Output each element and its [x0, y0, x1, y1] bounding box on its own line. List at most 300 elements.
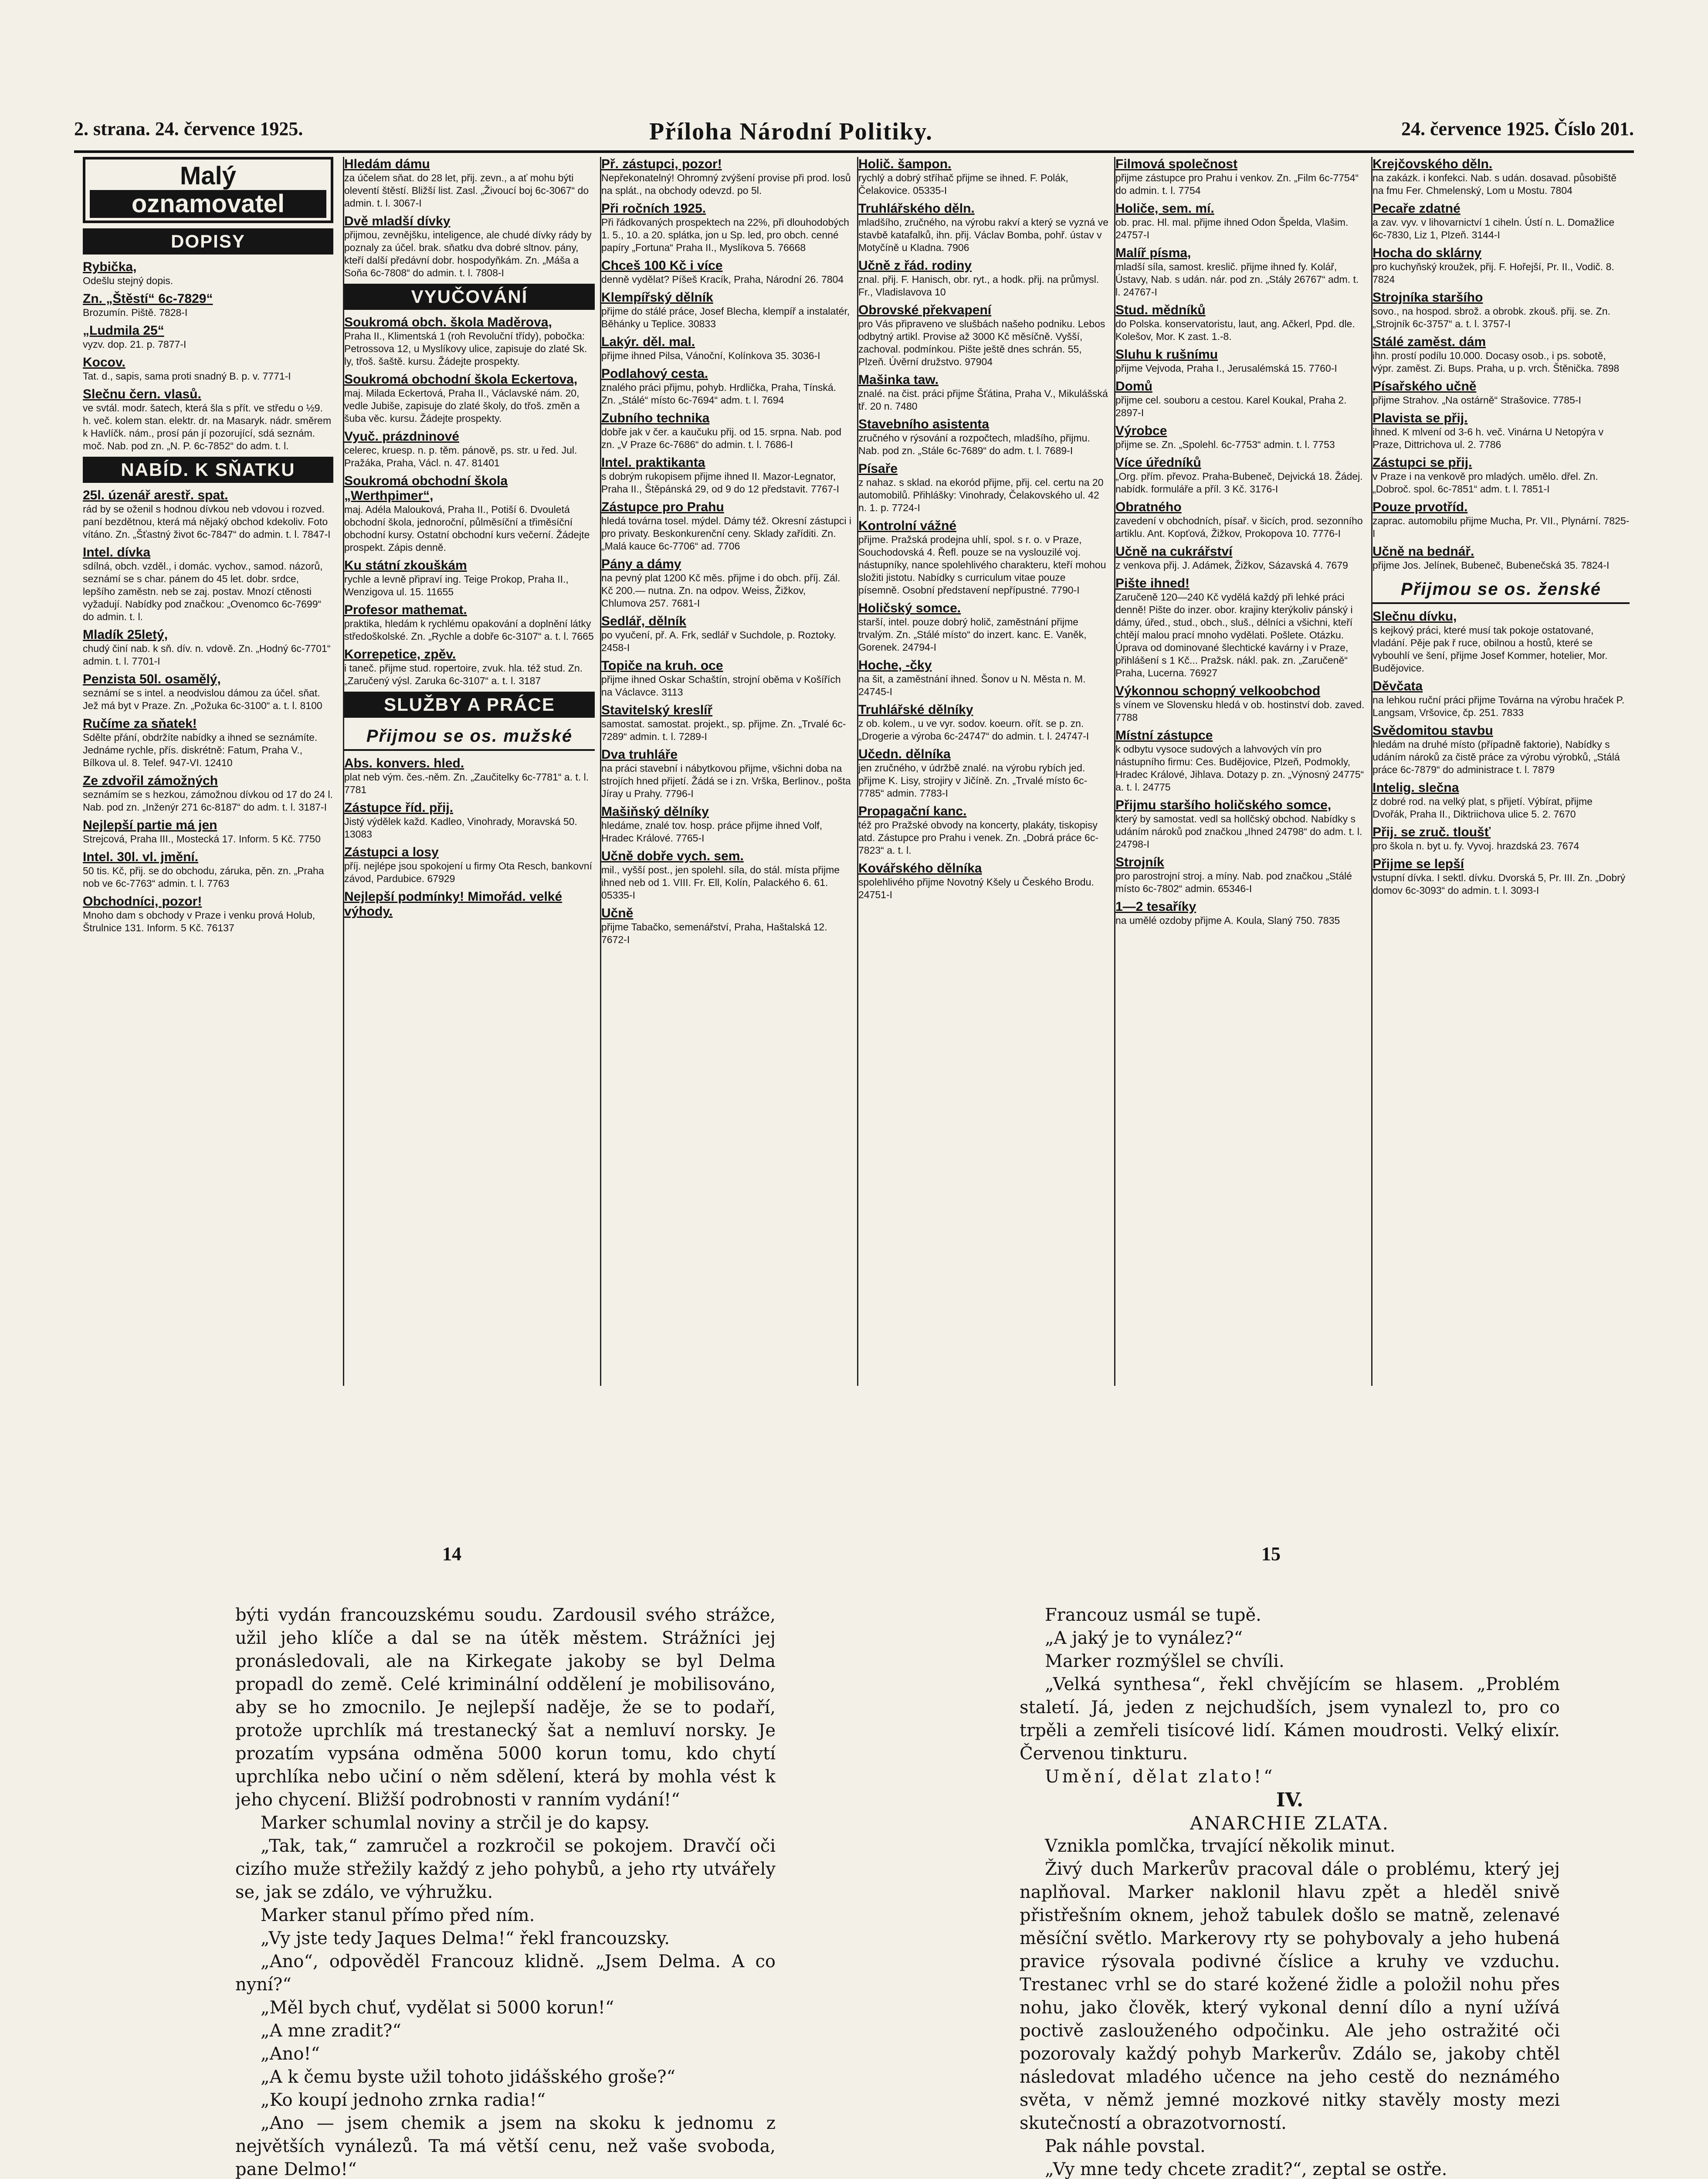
ad-body: dobře jak v čer. a kaučuku přij. od 15. srpna. Nab. pod zn. „V Praze 6c-7686“ do admin. t. l. 7686-I	[601, 426, 842, 450]
section-heading-dopisy: DOPISY	[83, 228, 333, 255]
ad-body: vyzv. dop. 21. p. 7877-I	[83, 339, 186, 350]
story-paragraph: „Ko koupí jednoho zrnka radia!“	[261, 2090, 546, 2110]
ads-column-1	[83, 157, 333, 1386]
header-date-right: 24. července 1925. Číslo 201.	[1401, 118, 1634, 139]
classified-ad	[83, 774, 333, 814]
classified-ad	[858, 373, 1109, 413]
story-paragraph: Francouz usmál se tupě.	[1045, 1605, 1261, 1625]
ad-body: a zav. vyv. v lihovarnictví 1 ciheln. Ústí n. L. Domažlice 6c-7830, Liz 1, Plzeň. 3144-I	[1372, 217, 1615, 241]
ad-body: na lehkou ruční práci přijme Továrna na výrobu hraček P. Langsam, Vršovice, čp. 251. 7833	[1372, 694, 1625, 718]
classified-ad	[601, 557, 852, 610]
ad-title: Malíř písma,	[1115, 246, 1191, 260]
ad-body: přijme Vejvoda, Praha I., Jerusalémská 15. 7760-I	[1115, 363, 1337, 374]
section-heading-prijmou-zenske: Přijmou se os. ženské	[1372, 576, 1630, 604]
classified-ad	[1372, 857, 1630, 897]
classified-ad	[601, 201, 852, 254]
ad-body: z venkova přij. J. Adámek, Žižkov, Sázavská 4. 7679	[1115, 560, 1348, 571]
ad-title: Rybička,	[83, 260, 137, 274]
ad-body: rád by se oženil s hodnou dívkou neb vdovou i rozved. paní bezdětnou, která má nějaký obchod kdekoliv. Foto vítáno. Zn. „Šťastný život 6c-7847“ do admin. t. l. 7847-I	[83, 503, 331, 540]
ad-title: Stavitelský kreslíř	[601, 703, 713, 717]
ad-body: z dobré rod. na velký plat, s přijetí. Výbírat, přijme Dvořák, Praha II., Diktriichova ulice 5. 2. 7670	[1372, 796, 1593, 820]
classified-ad	[1115, 424, 1366, 451]
ad-title: Ze zdvořil zámožných	[83, 774, 218, 788]
classified-ad	[1115, 728, 1366, 794]
ad-title: Strojníka staršího	[1372, 290, 1483, 305]
classified-ad	[83, 387, 333, 452]
ad-body: celerec, kruesp. n. p. těm. pánově, ps. str. u řed. Jul. Pražáka, Praha, Václ. n. 47. 81401	[344, 445, 577, 468]
ad-body: spolehlivého přijme Novotný Kšely u Českého Brodu. 24751-I	[858, 876, 1094, 900]
classified-ad	[601, 804, 852, 845]
classified-ad	[83, 545, 333, 623]
ad-title: Domů	[1115, 379, 1152, 394]
ad-title: 25l. úzenář arestř. spat.	[83, 488, 228, 502]
ad-title: Obratného	[1115, 500, 1182, 514]
ad-body: zručného v rýsování a rozpočtech, mladšího, přijmu. Nab. pod zn. „Stále 6c-7689“ do adm. t. l. 7689-I	[858, 432, 1090, 456]
ad-title: Nejlepší partie má jen	[83, 818, 217, 832]
ad-title: Zástupci se přij.	[1372, 455, 1472, 470]
ad-body: maj. Milada Eckertová, Praha II., Václavské nám. 20, vedle Jubiše, zapisuje do zlaté školy, do třoš. změn a šuba věc. kursu. Žádejte prospekty.	[344, 387, 580, 424]
classified-ad	[1372, 544, 1630, 572]
ad-body: přijme Strahov. „Na ostárně“ Strašovice. 7785-I	[1372, 394, 1581, 406]
classified-ad	[344, 474, 595, 554]
ad-body: s kejkový práci, které musí tak pokoje ostatované, vladání. Pěje pak ř ruce, obilnou a hostů, které se vybouhlí ve šení, přijme Josef Kommer, hotelier, Mor. Budějovice.	[1372, 625, 1608, 674]
story-paragraph: „Ano — jsem chemik a jsem na skoku k jednomu z největších vynálezů. Ta má větší cenu, než vaše svoboda, pane Delmo!“	[235, 2113, 776, 2179]
classified-ad	[858, 462, 1109, 514]
classified-ad	[601, 258, 852, 286]
classified-ad	[344, 845, 595, 885]
ad-title: Výrobce	[1115, 424, 1167, 438]
classified-ad	[1115, 347, 1366, 375]
ad-title: Místní zástupce	[1115, 728, 1213, 743]
classified-ad	[344, 558, 595, 598]
ad-title: Profesor mathemat.	[344, 603, 467, 617]
classified-ad	[601, 290, 852, 330]
story-paragraph: „A jaký je to vynález?“	[1045, 1628, 1243, 1648]
classified-ad	[1115, 576, 1366, 679]
ad-title: Přijme se lepší	[1372, 857, 1464, 871]
classified-ad	[83, 818, 333, 845]
ad-body: i taneč. přijme stud. ropertoire, zvuk. hla. též stud. Zn. „Zaručený výsl. Zaruka 6c-3107“ a. t. l. 3187	[344, 662, 583, 686]
ads-list	[1115, 157, 1366, 927]
ad-body: ve svtál. modr. šatech, která šla s přít. ve středu o ½9. h. več. kolem stan. elektr. dr. na Masaryk. nádr. směrem k Havlíčk. nám., prosí pán jí pozorující, sdá seznám. moč. Nab. pod zn. „N. P. 6c-7852“ do adm. t. l.	[83, 402, 332, 451]
ad-body: hledám na druhé místo (případně faktorie), Nabídky s udáním nároků za čistě práce za výrobu výrobků, „Stálá práce 6c-7879“ do administrace t. l. 7879	[1372, 739, 1620, 775]
ad-body: za účelem sňat. do 28 let, přij. zevn., a ať mohu býti oleventí štěstí. Bližší list. Zasl. „Živoucí boj 6c-3067“ do admin. t. l. 3067-I	[344, 172, 589, 209]
ad-title: Učně z řád. rodiny	[858, 258, 972, 273]
classified-ad	[1115, 379, 1366, 419]
page-header	[74, 118, 1634, 148]
ad-title: Mašinka taw.	[858, 373, 939, 387]
story-column-left	[235, 1604, 776, 2179]
ad-body: přijme cel. souboru a cestou. Karel Koukal, Praha 2. 2897-I	[1115, 394, 1347, 418]
classified-ad	[601, 614, 852, 654]
ad-title: Abs. konvers. hled.	[344, 756, 464, 770]
classified-ad	[1372, 679, 1630, 719]
ad-title: Intel. praktikanta	[601, 455, 705, 470]
classified-ad	[601, 849, 852, 902]
ad-title: Ručíme za sňatek!	[83, 716, 197, 731]
ad-body: Odešlu stejný dopis.	[83, 275, 173, 286]
ad-title: Kovářského dělníka	[858, 861, 982, 876]
classified-ad	[1115, 855, 1366, 895]
classified-ad	[1372, 201, 1630, 241]
ad-body: přijmou, zevnějšku, inteligence, ale chudé dívky rády by poznaly za účel. brak. sňatku dva dobré sltnov. pány, kteří další předávní dobr. hospodyňkám. Zn. „Máša a Soňa 6c-7808“ do admin. t. l. 7808-I	[344, 229, 592, 278]
classified-ad	[83, 488, 333, 541]
ad-title: Ku státní zkouškám	[344, 558, 467, 573]
ad-body: který by samostat. vedl sa hollčský obchod. Nabídky s udáním nároků pod značkou „Ihned 24798“ do adm. t. l. 24798-I	[1115, 813, 1362, 850]
classified-ad	[858, 804, 1109, 857]
section-heading-prijmou-muzske: Přijmou se os. mužské	[344, 723, 595, 751]
ad-body: Nepřekonatelný! Ohromný zvýšení provise při prod. losů na splát., na obchody odevzd. po 5l.	[601, 172, 851, 196]
ad-body: znal. přij. F. Hanisch, obr. ryt., a hodk. přij. na průmysl. Fr., Vladislavova 10	[858, 274, 1099, 298]
classified-ad	[1115, 303, 1366, 343]
classified-ad	[601, 747, 852, 800]
story-paragraph: býti vydán francouzskému soudu. Zardousil svého strážce, užil jeho klíče a dal se na útěk městem. Strážníci jej pronásledovali, ale na Kirkegate jakoby se byl Delma propadl do země. Celé kriminální oddělení je mobilisováno, aby se ho zmocnilo. Je nejlepší naděje, že se to podaří, protože uprchlík má trestanecký šat a nemluví norsky. Je prozatím vypsána odměna 5000 korun tomu, kdo chytí uprchlíka nebo učiní o něm sdělení, která by mohla vést k jeho chycení. Bližší podrobnosti v ranním vydání!“	[235, 1605, 776, 1810]
ad-title: Svědomitou stavbu	[1372, 723, 1493, 738]
ad-title: Pány a dámy	[601, 557, 681, 571]
classified-ads	[83, 157, 1634, 1386]
ad-body: přijme zástupce pro Prahu i venkov. Zn. „Film 6c-7754“ do admin. t. l. 7754	[1115, 172, 1359, 196]
ad-title: Intel. 30l. vl. jmění.	[83, 850, 199, 864]
ad-body: sovo., na hospod. sbrož. a obrobk. zkouš. přij. se. Zn. „Strojník 6c-3757“ a. t. l. 3757-I	[1372, 305, 1610, 329]
ad-body: Brozumín. Piště. 7828-I	[83, 307, 188, 318]
logo-line1: Malý	[180, 162, 236, 190]
ad-body: zavedení v obchodních, písař. v šicích, prod. sezonního artiklu. Ant. Kopťová, Žižkov, Prokopova 10. 7776-I	[1115, 515, 1363, 539]
ads-list	[344, 157, 595, 279]
ad-body: seznámím se s hezkou, zámožnou dívkou od 17 do 24 l. Nab. pod zn. „Inženýr 271 6c-8187“ do adm. t. l. 3187-I	[83, 789, 333, 813]
ad-body: přijme. Pražská prodejna uhlí, spol. s r. o. v Praze, Souchodovská 4. Řefl. pouze se na vyslouzilé voj. nástupníky, nance spolehlivého charakteru, kteří mohou složiti jistotu. Nabídky s curriculum vitae pouze písemně. Osobní představení nepřípustné. 7790-I	[858, 534, 1106, 596]
ad-body: na zakázk. i konfekci. Nab. s udán. dosavad. působiště na fmu Fer. Chmelenský, Lom u Mostu. 7804	[1372, 172, 1616, 196]
ad-body: samostat. samostat. projekt., sp. přijme. Zn. „Trvalé 6c-7289“ admin. t. l. 7289-I	[601, 718, 846, 742]
ad-title: Intelig. slečna	[1372, 781, 1459, 795]
classified-ad	[858, 157, 1109, 197]
ad-title: Soukromá obch. škola Maděrova,	[344, 315, 552, 329]
ad-body: maj. Adéla Malouková, Praha II., Potiší 6. Dvouletá obchodní škola, jednoroční, půlměsíční a třiměsíční obchodní kursy. Ostatní obchodní kurs večerní. Žádejte prospekt. Zápis denně.	[344, 504, 590, 553]
ad-title: Klempířský dělník	[601, 290, 713, 305]
classified-ad	[858, 703, 1109, 743]
ad-title: Obrovské překvapení	[858, 303, 992, 317]
ad-title: Stálé zaměst. dám	[1372, 335, 1486, 349]
ad-title: Chceš 100 Kč i více	[601, 258, 723, 273]
ad-body: pro parostrojní stroj. a míny. Nab. pod značkou „Stálé místo 6c-7802“ admin. 65346-I	[1115, 870, 1352, 894]
classified-ad	[1372, 411, 1630, 451]
ad-body: Strejcová, Praha III., Mostecká 17. Inform. 5 Kč. 7750	[83, 833, 321, 845]
ad-title: Krejčovského děln.	[1372, 157, 1493, 171]
ad-title: Truhlářského děln.	[858, 201, 975, 216]
story-emphasis: Umění, dělat zlato!“	[1045, 1767, 1275, 1787]
story-paragraphs	[1020, 1604, 1560, 1765]
ad-title: Soukromá obchodní škola Eckertova,	[344, 372, 578, 387]
ads-column-6	[1372, 157, 1630, 1386]
classified-ad	[83, 355, 333, 383]
classified-ad	[83, 260, 333, 287]
ad-body: přijme Tabačko, semenářství, Praha, Haštalská 12. 7672-I	[601, 921, 827, 945]
classified-ad	[83, 716, 333, 769]
story-paragraph: Živý duch Markerův pracoval dále o problému, který jej naplňoval. Marker naklonil hlavu zpět a hleděl snivě přistřešním oknem, jehož tabulek došlo se matně, zelenavé měsíční světlo. Markerovy rty se pohybovaly a jeho hubená pravice rýsovala podivné číslice a kruhy ve vzduchu. Trestanec vrhl se do staré kožené židle a položil nohu přes nohu, jako člověk, který vykonal denní dílo a nyní užívá poctivě zaslouženého odpočinku. Ale jeho ostražité oči pozorovaly každý pohyb Markerův. Zdálo se, jakoby chtěl následovat mladého učence na jeho cestě do neznámého světa, v němž jemné mozkové nitky stavěly mosty mezi skutečností a obrazotvorností.	[1020, 1859, 1560, 2133]
ad-title: Zástupci a losy	[344, 845, 439, 859]
classified-ad	[344, 429, 595, 469]
story-paragraph: Marker stanul přímo před ním.	[261, 1905, 535, 1925]
ad-body: Mnoho dam s obchody v Praze i venku prová Holub, Štrulnice 131. Inform. 5 Kč. 76137	[83, 910, 315, 933]
story-paragraphs	[1020, 1835, 1560, 2179]
classified-ad	[1115, 899, 1366, 927]
classified-ad	[344, 889, 595, 919]
ad-title: Plavista se přij.	[1372, 411, 1468, 425]
chapter-title: ANARCHIE ZLATA.	[1190, 1812, 1389, 1834]
classified-ad	[1372, 500, 1630, 540]
classified-ad	[858, 747, 1109, 800]
ad-body: starší, intel. pouze dobrý holič, zaměstnání přijme trvalým. Zn. „Stálé místo“ do inzert. kanc. E. Vaněk, Gorenek. 24794-I	[858, 616, 1087, 653]
ad-title: Př. zástupci, pozor!	[601, 157, 722, 171]
ad-body: Tat. d., sapis, sama proti snadný B. p. v. 7771-I	[83, 370, 291, 382]
ad-body: vstupní dívka. I sektl. dívku. Dvorská 5, Pr. III. Zn. „Dobrý domov 6c-3093“ do admin. t. l. 3093-I	[1372, 872, 1626, 896]
ad-title: Učně dobře vych. sem.	[601, 849, 744, 863]
ad-body: z nahaz. s sklad. na ekoród přijme, přij. cel. certu na 20 automobilů. Přihlášky: Vinohrady, Čelakovského ul. 42 n. 1. p. 7724-I	[858, 477, 1104, 513]
ad-title: Písařského učně	[1372, 379, 1477, 394]
ad-title: Stud. mědníků	[1115, 303, 1206, 317]
ad-title: Korrepetice, zpěv.	[344, 647, 456, 662]
ad-title: Zn. „Štěstí“ 6c-7829“	[83, 292, 213, 306]
ad-body: znalé. na čist. práci přijme Šťátina, Praha V., Mikulášská tř. 20 n. 7480	[858, 388, 1108, 412]
section-heading-nabid-snatku: NABÍD. K SŇATKU	[83, 457, 333, 483]
classified-ad	[344, 603, 595, 643]
ad-title: Učně na bednář.	[1372, 544, 1474, 559]
classified-ad	[344, 315, 595, 368]
ad-title: Zubního technika	[601, 411, 710, 425]
classified-ad	[1372, 379, 1630, 407]
story-paragraph: Marker schumlal noviny a strčil je do kapsy.	[261, 1813, 650, 1833]
classified-ad	[601, 703, 852, 743]
header-date-left: 2. strana. 24. července 1925.	[74, 118, 303, 139]
ad-title: Písaře	[858, 462, 898, 476]
ad-body: na práci stavební i nábytkovou přijme, všichni doba na strojích hned přijetí. Žádá se i zn. Vrška, Berlinov., pošta Jíray u Prahy. 7796-I	[601, 763, 851, 799]
section-heading-sluzby: SLUŽBY A PRÁCE	[344, 692, 595, 718]
classified-ad	[1372, 723, 1630, 776]
ads-list	[858, 157, 1109, 901]
logo-line2: oznamovatel	[90, 190, 326, 218]
classified-ad	[1115, 455, 1366, 496]
classified-ad	[1372, 157, 1630, 197]
ad-body: ihned. K mlvení od 3-6 h. več. Vinárna U Netopýra v Praze, Dittrichova ul. 2. 7786	[1372, 426, 1604, 450]
ad-title: Obchodníci, pozor!	[83, 894, 202, 909]
ad-body: též pro Pražské obvody na koncerty, plakáty, tiskopisy atd. Zástupce pro Prahu i venek. Zn. „Dobrá práce 6c-7823“ a. t. l.	[858, 819, 1098, 856]
ad-title: Pište ihned!	[1115, 576, 1190, 591]
ad-title: Dvě mladší dívky	[344, 214, 451, 228]
classified-ad	[1372, 825, 1630, 852]
classified-ad	[1115, 201, 1366, 241]
ad-body: na šit, a zaměstnání ihned. Šonov u N. Města n. M. 24745-I	[858, 673, 1086, 697]
ad-body: příj. nejlépe jsou spokojení u firmy Ota Resch, bankovní závod, Pardubice. 67929	[344, 860, 592, 884]
ads-list	[601, 157, 852, 946]
ad-body: denně vydělat? Píšeš Kracík, Praha, Národní 26. 7804	[601, 274, 844, 285]
ad-title: Truhlářské dělníky	[858, 703, 973, 717]
classified-ad	[601, 500, 852, 553]
ad-body: mil., vyšší post., jen spolehl. síla, do stál. místa přijme ihned neb od 1. VIII. Fr. Ell, Kolín, Palackého 6. 61. 05335-I	[601, 864, 840, 901]
classified-ad	[344, 157, 595, 210]
story-paragraph: „Vy jste tedy Jaques Delma!“ řekl francouzsky.	[261, 1928, 670, 1948]
ad-body: hledáme, znalé tov. hosp. práce přijme ihned Volf, Hradec Králové. 7765-I	[601, 820, 823, 844]
ad-title: Sluhu k rušnímu	[1115, 347, 1218, 362]
ad-title: 1—2 tesaříky	[1115, 899, 1196, 914]
header-rule	[74, 150, 1634, 153]
ad-body: ob. prac. Hl. mal. přijme ihned Odon Špelda, Vlašim. 24757-I	[1115, 217, 1349, 241]
ad-title: Zástupce říd. přij.	[344, 801, 454, 815]
ad-title: Nejlepší podmínky! Mimořád. velké výhody.	[344, 889, 563, 919]
ad-title: Učedn. dělníka	[858, 747, 951, 761]
page-number-left: 14	[442, 1543, 461, 1565]
ad-title: Pecaře zdatné	[1372, 201, 1461, 216]
classified-ad	[601, 367, 852, 407]
ad-body: ihn. prostí podílu 10.000. Docasy osob., i ps. sobotě, výpr. zaměst. Zi. Bups. Praha, u p. vrch. Štěnička. 7898	[1372, 350, 1620, 374]
ad-title: „Ludmila 25“	[83, 323, 164, 338]
ad-body: Zaručeně 120—240 Kč vydělá každý při lehké práci denně! Pište do inzer. obor. krajiny kterýkoliv pánský i dámy, úřed., stud., obch., sluš., délníci a všichni, kteří chtějí malou prací mnoho vydělati. Pošlete. Otázku. Úprava od dominované šlechtické kavárny i v Praze, přihlášení s 1 Kč... Pražsk. nákl. pak. zn. „Zaručeně“ Praha, Lucerna. 76927	[1115, 591, 1353, 679]
ad-body: přijme do stálé práce, Josef Blecha, klempíř a instalatér, Běhánky u Teplice. 30833	[601, 305, 850, 329]
ad-body: do Polska. konservatoristu, laut, ang. Ačkerl, Ppd. dle. Kolešov, Mor. K zast. 1.-8.	[1115, 318, 1355, 342]
ad-title: Pouze prvotříd.	[1372, 500, 1468, 514]
ad-title: Hocha do sklárny	[1372, 246, 1482, 260]
ad-title: Přij. se zruč. tloušť	[1372, 825, 1491, 839]
classified-ad	[344, 756, 595, 796]
story-paragraph: „A k čemu byste užil tohoto jidášského groše?“	[261, 2067, 676, 2087]
classified-ad	[858, 519, 1109, 597]
ad-title: Mašiňský dělníky	[601, 804, 709, 819]
ad-body: k odbytu vysoce sudových a lahvových vín pro nástupního firmu: Ces. Budějovice, Plzeň, Podmokly, Hradec Králové, Jihlava. Dotazy p. zn. „Výnosný 24775“ a. t. l. 24775	[1115, 743, 1364, 793]
classified-ad	[858, 601, 1109, 654]
classified-ad	[83, 672, 333, 712]
ad-body: hledá továrna tosel. mýdel. Dámy též. Okresní zástupci i pro privaty. Beskonkurenční ceny. Sklady zaříditi. Zn. „Malá kauce 6c-7706“ ad. 7706	[601, 515, 851, 552]
ad-body: z ob. kolem., u ve vyr. sodov. koeurn. ořít. se p. zn. „Drogerie a výroba 6c-24747“ do admin. t. l. 24747-I	[858, 718, 1089, 742]
ads-list	[344, 315, 595, 687]
story-paragraph: Pak náhle povstal.	[1045, 2136, 1206, 2156]
story-column-right	[1020, 1604, 1560, 2179]
ad-title: Holiče, sem. mí.	[1115, 201, 1214, 216]
classified-ad	[83, 292, 333, 319]
ad-body: „Org. přím. převoz. Praha-Bubeneč, Dejvická 18. Žádej. nabídk. formuláře a příl. 3 Kč. 3176-I	[1115, 471, 1363, 495]
classified-ad	[601, 906, 852, 946]
ad-title: Intel. dívka	[83, 545, 151, 560]
ad-title: Více úředníků	[1115, 455, 1201, 470]
ad-body: Sdělte přání, obdržíte nabídky a ihned se seznámíte. Jednáme rychle, přís. diskrétně: Fatum, Praha V., Bílkova ul. 8. Telef. 947-VI. 12410	[83, 732, 318, 768]
ad-title: Penzista 50l. osamělý,	[83, 672, 221, 686]
ad-title: Učně na cukrářství	[1115, 544, 1233, 559]
ad-body: jen zručného, v údržbě znalé. na výrobu rybích jed. přijme K. Lisy, strojiry v Jičíně. Zn. „Trvalé místo 6c-7785“ admin. 7783-I	[858, 762, 1088, 799]
ad-body: Praha II., Klimentská 1 (roh Revoluční třídy), pobočka: Petrossova 12, u Myslíkovy ulice, zapisuje do zlaté Sk. ly, třoš. šaště. kursu. Žádejte prospekty.	[344, 330, 587, 367]
ads-list	[83, 488, 333, 934]
classified-ad	[601, 335, 852, 362]
ad-body: znalého práci přijmu, pohyb. Hrdlička, Praha, Tínská. Zn. „Stálé“ místo 6c-7694“ adm. t. l. 7694	[601, 382, 837, 406]
ad-body: na umělé ozdoby přijme A. Koula, Slaný 750. 7835	[1115, 915, 1340, 926]
ad-body: pro kuchyňský kroužek, přij. F. Hořejší, Pr. II., Vodič. 8. 7824	[1372, 261, 1614, 285]
classified-ad	[1372, 609, 1630, 675]
story-paragraph: „Vy mne tedy chcete zradit?“, zeptal se ostře.	[1045, 2159, 1447, 2179]
classified-ad	[344, 801, 595, 841]
story-paragraph: „Tak, tak,“ zamručel a rozkročil se pokojem. Dravčí oči cizího muže střežily každý z jeho pohybů, a jeho rty utvářely se, jak se zdálo, ve výhružku.	[235, 1836, 776, 1902]
ad-body: seznámí se s intel. a neodvislou dámou za účel. sňat. Jež má byt v Praze. Zn. „Požuka 6c-3100“ a. t. l. 8100	[83, 687, 322, 711]
classified-ad	[601, 455, 852, 496]
classified-ad	[1115, 798, 1366, 851]
ad-title: Zástupce pro Prahu	[601, 500, 724, 514]
ad-title: Děvčata	[1372, 679, 1423, 693]
classified-ad	[601, 157, 852, 197]
ad-body: přijme ihned Oskar Schaštín, strojní oběma v Košířích na Václavce. 3113	[601, 674, 841, 698]
ad-body: přijme ihned Pilsa, Vánoční, Kolínkova 35. 3036-I	[601, 350, 820, 361]
ad-title: Sedlář, dělník	[601, 614, 687, 628]
ad-body: po vyučení, př. A. Frk, sedlář v Suchdole, p. Roztoky. 2458-I	[601, 629, 837, 653]
ad-title: Strojník	[1115, 855, 1164, 869]
classified-ad	[858, 861, 1109, 901]
chapter-number: IV.	[1276, 1789, 1304, 1811]
classified-ad	[83, 850, 333, 890]
story-paragraph: „Ano“, odpověděl Francouz klidně. „Jsem Delma. A co nyní?“	[235, 1952, 776, 1995]
classified-ad	[601, 658, 852, 699]
classified-ad	[83, 894, 333, 934]
ad-body: chudý činí nab. k sň. dív. n. vdově. Zn. „Hodný 6c-7701“ admin. t. l. 7701-I	[83, 643, 331, 667]
ad-title: Slečnu dívku,	[1372, 609, 1457, 624]
page-number-right: 15	[1261, 1543, 1281, 1565]
ad-title: Propagační kanc.	[858, 804, 967, 818]
ads-column-3	[601, 157, 852, 1386]
classified-ad	[344, 372, 595, 425]
ad-body: Jistý výdělek každ. Kadleo, Vinohrady, Moravská 50. 13083	[344, 816, 577, 840]
ad-title: Holičský somce.	[858, 601, 961, 615]
ad-title: Podlahový cesta.	[601, 367, 708, 381]
ads-list	[344, 756, 595, 919]
ad-body: praktika, hledám k rychlému opakování a doplnění látky středoškolské. Zn. „Rychle a dobře 6c-3107“ a. t. l. 7665	[344, 618, 594, 642]
classified-ad	[1372, 781, 1630, 821]
ad-body: s vínem ve Slovensku hledá v ob. hostinství dob. zaved. 7788	[1115, 699, 1365, 723]
story-paragraph: „A mne zradit?“	[261, 2021, 401, 2041]
ad-title: Topiče na kruh. oce	[601, 658, 723, 673]
story-paragraph: Vznikla pomlčka, trvající několik minut.	[1045, 1836, 1396, 1856]
classified-ad	[858, 258, 1109, 299]
classified-ad	[83, 628, 333, 668]
ad-body: s dobrým rukopisem přijme ihned II. Mazor-Legnator, Praha II., Štěpánská 29, od 9 do 12 představit. 7767-I	[601, 471, 839, 495]
ad-title: Holič. šampon.	[858, 157, 952, 171]
ad-title: Hledám dámu	[344, 157, 430, 171]
classified-ad	[1115, 246, 1366, 299]
classified-ad	[83, 323, 333, 351]
ads-list	[1372, 609, 1630, 897]
ad-title: Výkonnou schopný velkoobchod	[1115, 684, 1321, 698]
ad-title: Soukromá obchodní škola „Werthpimer“,	[344, 474, 508, 503]
ad-body: přijme se. Zn. „Spolehl. 6c-7753“ admin. t. l. 7753	[1115, 439, 1335, 450]
ad-body: zaprac. automobilu přijme Mucha, Pr. VII., Plynární. 7825-I	[1372, 515, 1630, 539]
ad-body: přijme Jos. Jelínek, Bubeneč, Bubenečská 35. 7824-I	[1372, 560, 1610, 571]
story-paragraph: „Velká synthesa“, řekl chvějícím se hlasem. „Problém staletí. Já, jeden z nejchudších, jsem vynalezl to, pro co trpěli a zemřeli tisícové lidí. Kámen moudrosti. Velký elixír. Červenou tinkturu.	[1020, 1674, 1560, 1764]
story-paragraph: „Měl bych chuť, vydělat si 5000 korun!“	[261, 1998, 614, 2018]
classified-ad	[601, 411, 852, 451]
ad-body: 50 tis. Kč, přij. se do obchodu, záruka, pěn. zn. „Praha nob ve 6c-7763“ admin. t. l. 7763	[83, 865, 324, 889]
header-supplement-title: Příloha Národní Politiky.	[649, 118, 933, 145]
ad-body: pro škola n. byt u. fy. Vyvoj. hrazdská 23. 7674	[1372, 840, 1579, 852]
ad-title: Přijmu staršího holičského somce,	[1115, 798, 1332, 812]
ads-column-2	[344, 157, 595, 1386]
ad-body: v Praze i na venkově pro mladých. umělo. dřel. Zn. „Dobroč. spol. 6c-7851“ adm. t. l. 7851-I	[1372, 471, 1598, 495]
classified-ad	[1115, 684, 1366, 724]
ads-column-5	[1115, 157, 1366, 1386]
classified-ad	[1372, 290, 1630, 330]
ad-title: Vyuč. prázdninové	[344, 429, 459, 444]
classified-ad	[344, 647, 595, 687]
ad-title: Učně	[601, 906, 634, 920]
ad-title: Hoche, -čky	[858, 658, 932, 672]
ads-column-4	[858, 157, 1109, 1386]
ad-title: Slečnu čern. vlasů.	[83, 387, 201, 401]
classified-ad	[858, 303, 1109, 368]
ad-body: Při řádkovaných prospektech na 22%, při dlouhodobých 1. 5., 10. a 20. splátka, jon u Sp. led, pro obch. cenné papíry „Fortuna“ Praha II., Myslíkova 5. 76668	[601, 217, 849, 253]
ad-title: Mladík 25letý,	[83, 628, 168, 642]
ad-body: rychlý a dobrý stříhač přijme se ihned. F. Polák, Čelakovice. 05335-I	[858, 172, 1068, 196]
classified-ad	[1115, 157, 1366, 197]
